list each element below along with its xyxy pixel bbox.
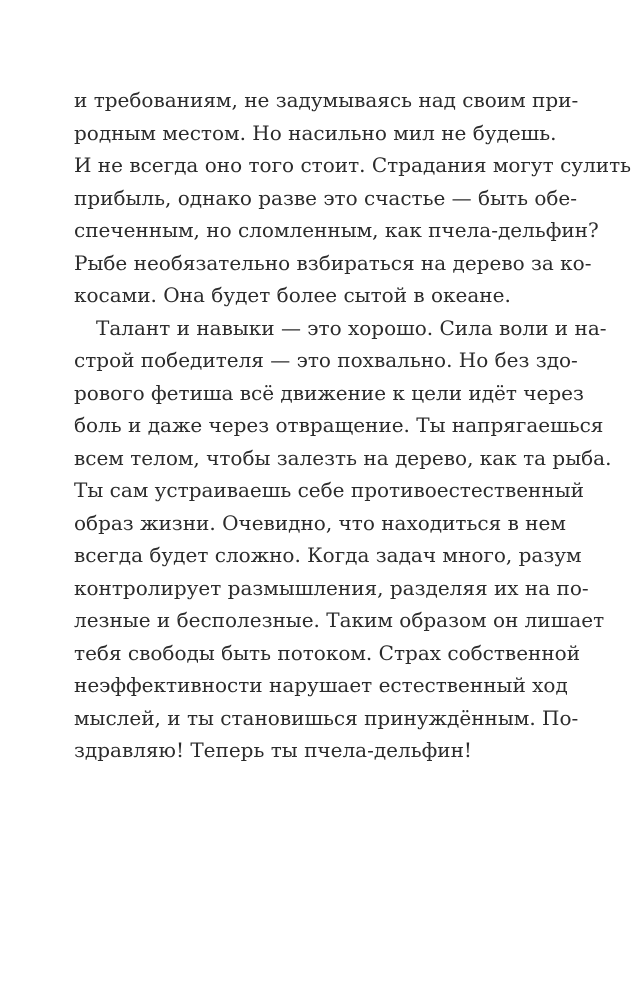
paragraph-2 bbox=[74, 312, 612, 767]
text-line: Рыбе необязательно взбираться на дерево за ко- bbox=[74, 250, 592, 275]
text-line: спеченным, но сломленным, как пчела-дельфин? bbox=[74, 218, 599, 242]
book-page bbox=[74, 84, 631, 767]
text-line: всем телом, чтобы залезть на дерево, как та рыба. bbox=[74, 445, 612, 470]
text-line: боль и даже через отвращение. Ты напрягаешься bbox=[74, 413, 604, 437]
text-line: образ жизни. Очевидно, что находиться в нем bbox=[74, 510, 566, 535]
text-line: неэффективности нарушает естественный ход bbox=[74, 673, 568, 697]
text-line: лезные и бесполезные. Таким образом он лишает bbox=[74, 608, 605, 632]
text-line: косами. Она будет более сытой в океане. bbox=[74, 283, 511, 307]
text-line: Ты сам устраиваешь себе противоестественный bbox=[74, 478, 584, 502]
text-line: И не всегда оно того стоит. Страдания могут сулить bbox=[74, 153, 631, 177]
text-line: мыслей, и ты становишься принуждённым. По- bbox=[74, 705, 579, 730]
text-line: прибыль, однако разве это счастье — быть обе- bbox=[74, 185, 577, 210]
paragraph-1 bbox=[74, 84, 631, 312]
text-line: рового фетиша всё движение к цели идёт через bbox=[74, 380, 584, 405]
text-line: Талант и навыки — это хорошо. Сила воли и на- bbox=[96, 315, 607, 340]
text-line: и требованиям, не задумываясь над своим при- bbox=[74, 88, 579, 112]
text-line: родным местом. Но насильно мил не будешь. bbox=[74, 120, 557, 145]
text-line: всегда будет сложно. Когда задач много, разум bbox=[74, 543, 582, 567]
text-line: контролирует размышления, разделяя их на по- bbox=[74, 575, 589, 600]
text-line: строй победителя — это похвально. Но без здо- bbox=[74, 348, 578, 372]
text-line: тебя свободы быть потоком. Страх собственной bbox=[74, 640, 581, 665]
text-line: здравляю! Теперь ты пчела-дельфин! bbox=[74, 738, 472, 762]
